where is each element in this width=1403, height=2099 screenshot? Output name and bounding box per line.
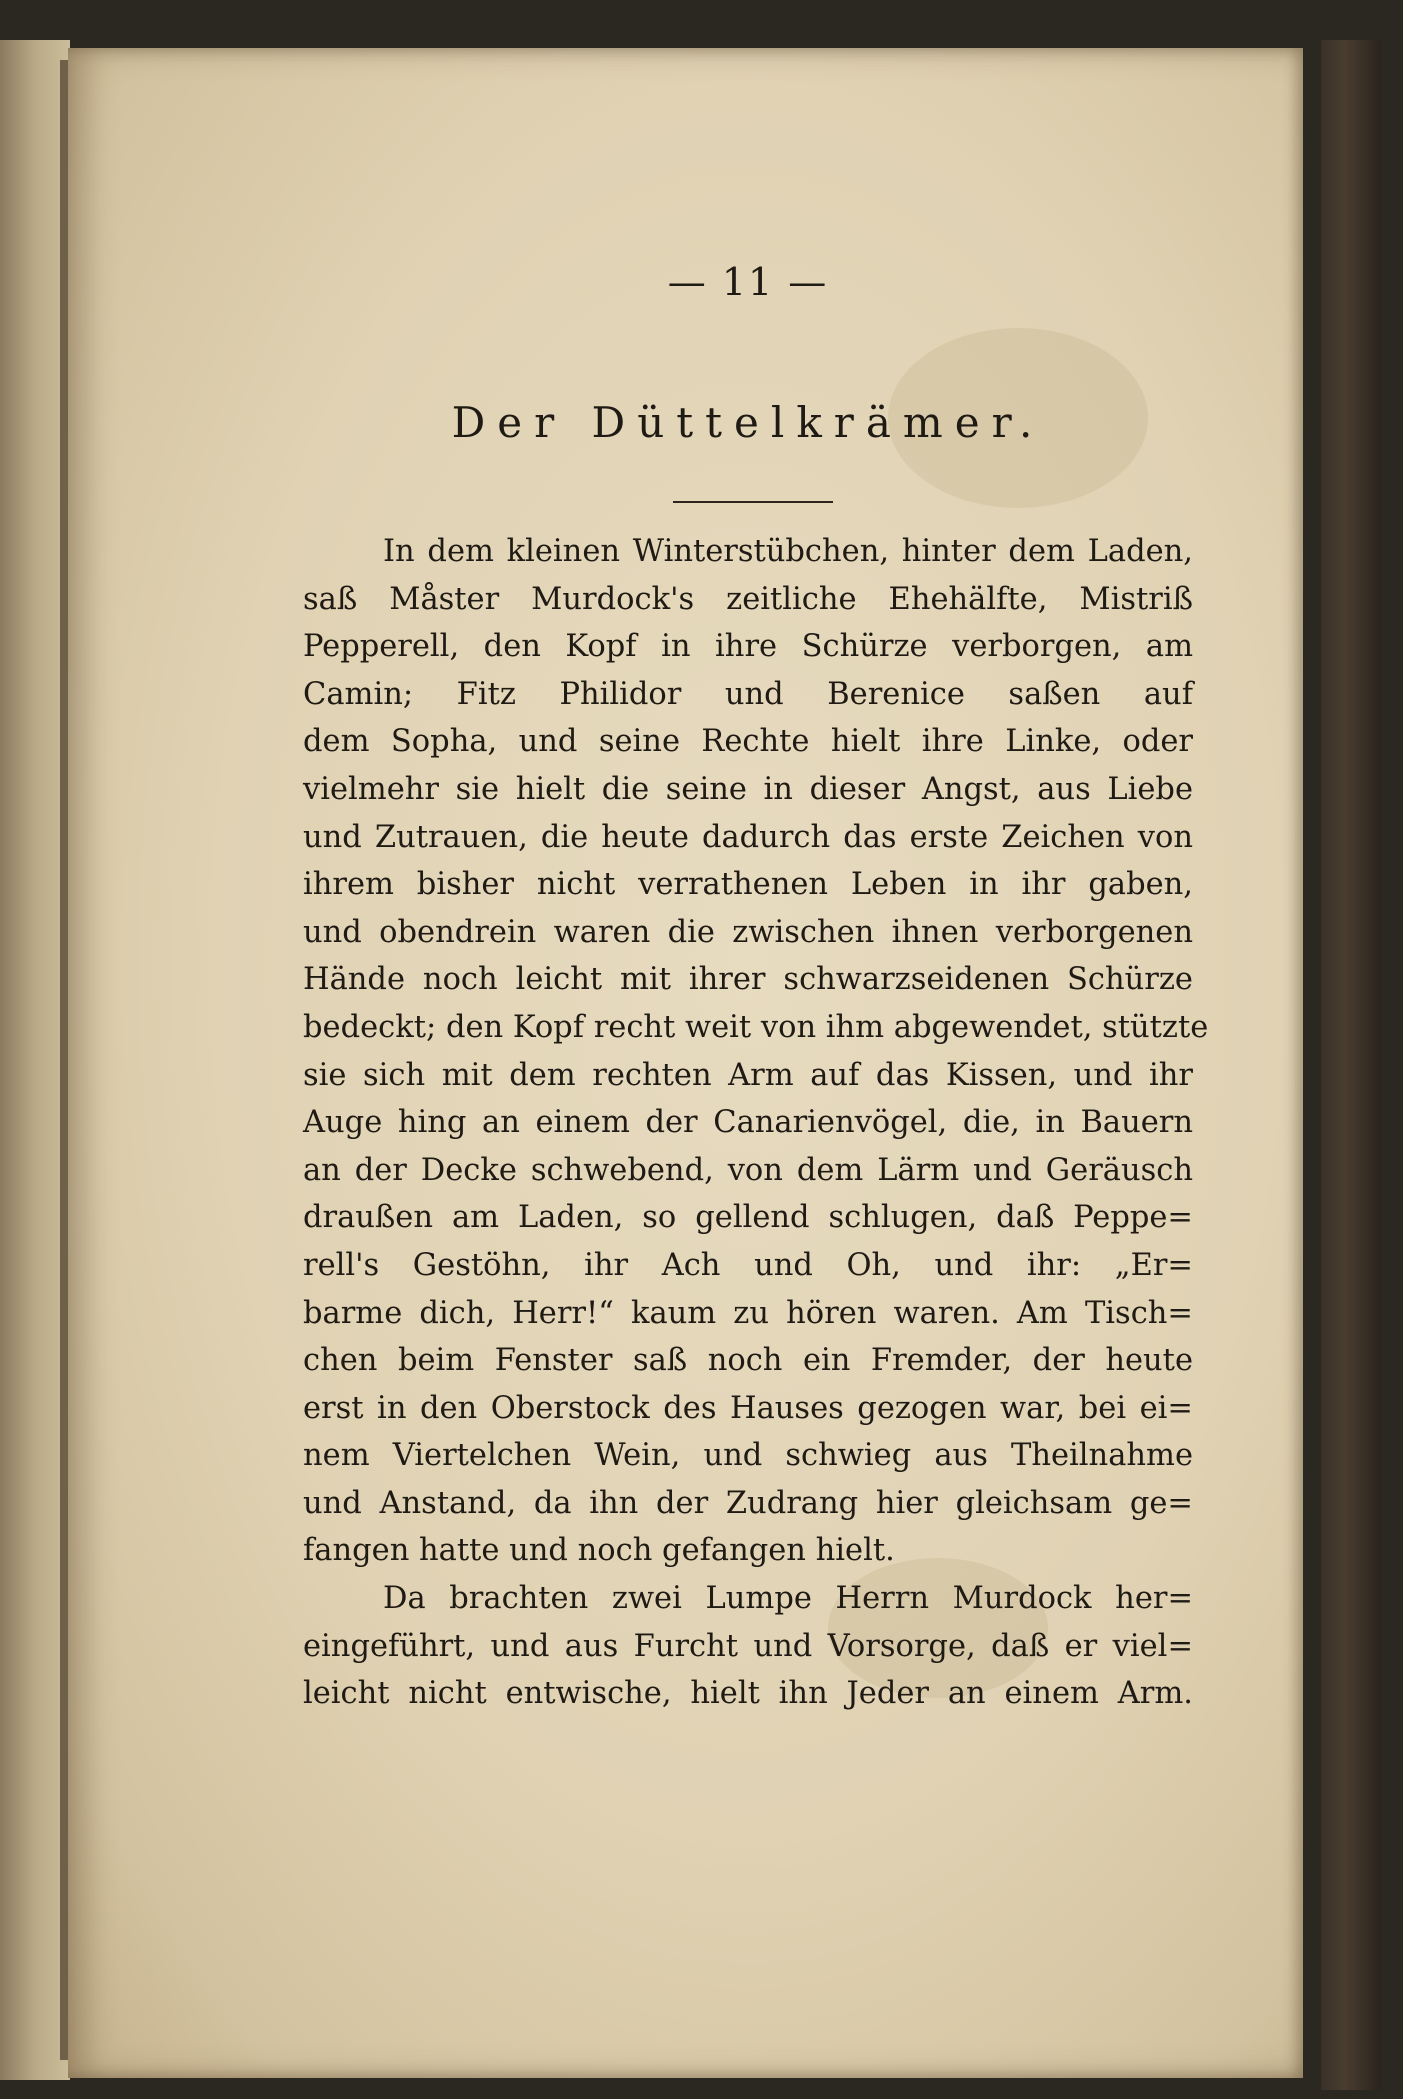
body-text (303, 528, 1209, 1718)
text-line: eingeführt, und aus Furcht und Vorsorge, daß er viel= (303, 1628, 1193, 1664)
chapter-title: Der Düttelkrämer. (451, 398, 1045, 447)
text-line: draußen am Laden, so gellend schlugen, daß Peppe= (303, 1200, 1193, 1236)
text-line: Hände noch leicht mit ihrer schwarzseidenen Schürze (303, 962, 1193, 998)
text-line: barme dich, Herr!“ kaum zu hören waren. Am Tisch= (303, 1295, 1193, 1331)
book-page (68, 48, 1303, 2078)
book-binding-edge (1321, 40, 1381, 2090)
text-line: fangen hatte und noch gefangen hielt. (303, 1533, 895, 1569)
text-line: erst in den Oberstock des Hauses gezogen war, bei ei= (303, 1390, 1193, 1426)
title-rule (673, 501, 833, 503)
text-line: leicht nicht entwische, hielt ihn Jeder an einem Arm. (303, 1676, 1193, 1712)
text-line: Pepperell, den Kopf in ihre Schürze verborgen, am (303, 629, 1193, 665)
text-line: rell's Gestöhn, ihr Ach und Oh, und ihr: „Er= (303, 1247, 1193, 1283)
text-line: chen beim Fenster saß noch ein Fremder, der heute (303, 1343, 1193, 1379)
text-line: und obendrein waren die zwischen ihnen verborgenen (303, 914, 1193, 950)
page-number: — 11 — (667, 260, 829, 304)
text-line: Da brachten zwei Lumpe Herrn Murdock her= (383, 1581, 1193, 1617)
text-line: Auge hing an einem der Canarienvögel, die, in Bauern (303, 1105, 1193, 1141)
text-line: bedeckt; den Kopf recht weit von ihm abgewendet, stützte (303, 1009, 1209, 1045)
text-line: In dem kleinen Winterstübchen, hinter dem Laden, (383, 534, 1193, 569)
text-line: und Zutrauen, die heute dadurch das erste Zeichen von (303, 819, 1193, 855)
text-line: nem Viertelchen Wein, und schwieg aus Theilnahme (303, 1438, 1193, 1474)
text-line: dem Sopha, und seine Rechte hielt ihre Linke, oder (303, 724, 1193, 760)
text-line: ihrem bisher nicht verrathenen Leben in ihr gaben, (303, 867, 1193, 903)
text-line: Camin; Fitz Philidor und Berenice saßen auf (303, 676, 1193, 712)
text-line: saß Måster Murdock's zeitliche Ehehälfte, Mistriß (303, 581, 1193, 617)
text-line: an der Decke schwebend, von dem Lärm und Geräusch (303, 1152, 1193, 1188)
text-line: sie sich mit dem rechten Arm auf das Kissen, und ihr (303, 1057, 1193, 1093)
text-line: und Anstand, da ihn der Zudrang hier gleichsam ge= (303, 1485, 1193, 1521)
text-line: vielmehr sie hielt die seine in dieser Angst, aus Liebe (303, 771, 1193, 807)
